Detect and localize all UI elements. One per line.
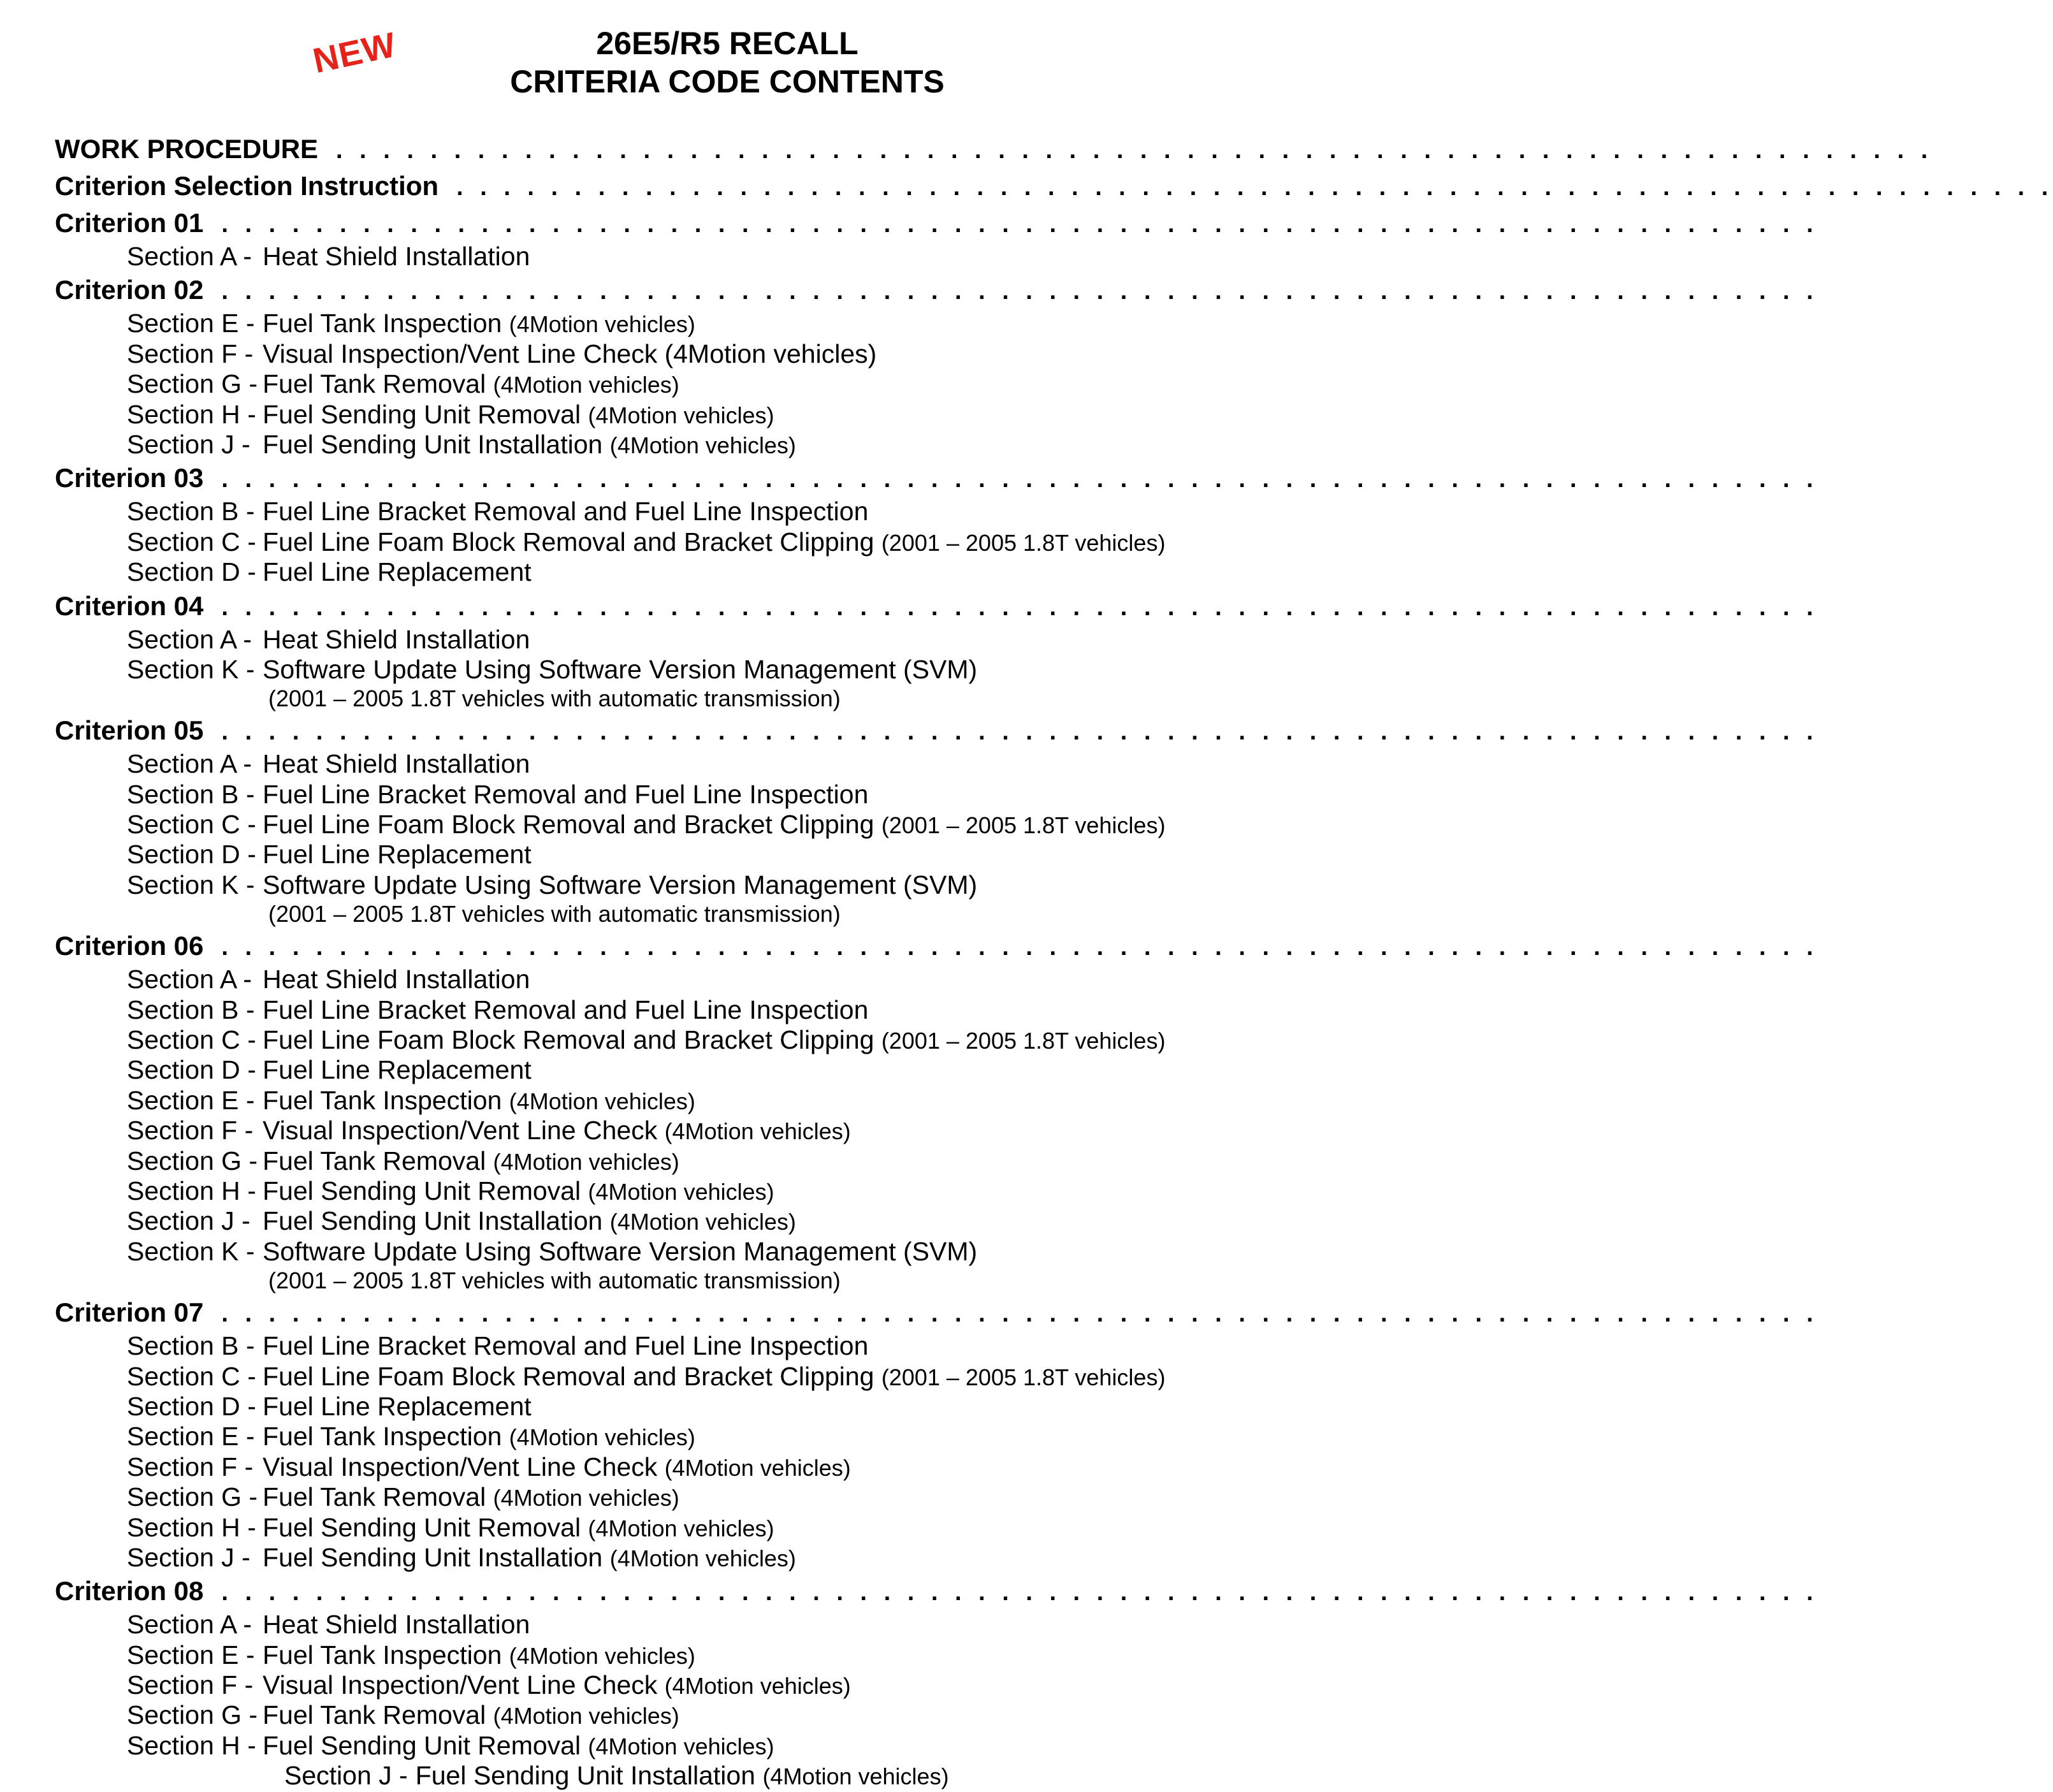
section-id: Section C -	[127, 1361, 256, 1391]
section-id: Section J -	[127, 1542, 250, 1572]
section-entry[interactable]	[55, 1640, 1330, 1670]
section-note: (4Motion vehicles)	[493, 1148, 679, 1175]
section-title: Fuel Tank Inspection	[263, 1640, 502, 1670]
section-entry[interactable]	[55, 1237, 1330, 1267]
section-entry[interactable]	[55, 557, 1330, 587]
section-title: Fuel Line Foam Block Removal and Bracket Clipping	[263, 1025, 874, 1055]
section-entry[interactable]	[55, 655, 1330, 685]
section-id: Section F -	[127, 1670, 254, 1700]
section-entry[interactable]	[55, 780, 1330, 810]
page-header	[0, 24, 1407, 101]
section-entry[interactable]	[55, 1025, 1330, 1055]
section-id: Section C -	[127, 1025, 256, 1055]
section-entry[interactable]	[55, 369, 1330, 399]
section-title: Visual Inspection/Vent Line Check	[263, 1116, 658, 1146]
section-id: Section F -	[127, 339, 254, 368]
section-title: Heat Shield Installation	[263, 965, 530, 994]
section-subnote: (2001 – 2005 1.8T vehicles with automatic transmission)	[268, 901, 841, 928]
section-note: (4Motion vehicles)	[588, 1515, 774, 1541]
section-entry[interactable]	[55, 339, 1330, 369]
section-entry[interactable]	[55, 1331, 1330, 1361]
section-entry[interactable]	[55, 1086, 1330, 1116]
leader-dots: . . . . . . . . . . . . . . . . . . . . . . . . . . . . . . . . . . . . . . . . . . . . . . . . . . . . . . . . . . . . . . . . . . . .	[221, 278, 1818, 305]
section-title: Fuel Sending Unit Installation	[263, 1206, 603, 1236]
section-note: (4Motion vehicles)	[509, 1424, 695, 1451]
section-id: Section G -	[127, 1482, 258, 1512]
section-id: Section G -	[127, 1146, 258, 1176]
section-entry[interactable]	[55, 430, 1330, 460]
section-entry[interactable]	[55, 1610, 1330, 1640]
section-title: Fuel Sending Unit Removal	[263, 1176, 581, 1206]
section-entry[interactable]	[55, 1055, 1330, 1085]
section-id: Section C -	[127, 810, 256, 840]
section-note: (2001 – 2005 1.8T vehicles)	[881, 812, 1166, 839]
section-id: Section G -	[127, 369, 258, 399]
section-entry[interactable]	[55, 1513, 1330, 1543]
section-title: Fuel Line Bracket Removal and Fuel Line Inspection	[263, 994, 869, 1024]
section-title: Fuel Tank Removal	[263, 1146, 486, 1176]
section-title: Fuel Line Foam Block Removal and Bracket Clipping	[263, 527, 874, 557]
section-title: Fuel Tank Inspection	[263, 1422, 502, 1452]
section-note: (4Motion vehicles)	[609, 432, 796, 458]
section-entry[interactable]	[55, 1700, 1330, 1730]
section-id: Section J -	[284, 1761, 408, 1791]
criterion-label: Criterion 04	[55, 590, 204, 621]
section-note: (2001 – 2005 1.8T vehicles)	[881, 1364, 1166, 1390]
toc-entry-criterion[interactable]	[55, 272, 1818, 309]
leader-dots: . . . . . . . . . . . . . . . . . . . . . . . . . . . . . . . . . . . . . . . . . . . . . . . . . . . . . . . . . . . . . . . . . . . .	[221, 211, 1818, 238]
section-title: Fuel Sending Unit Installation	[263, 1542, 603, 1572]
criterion-label: Criterion 02	[55, 275, 204, 305]
section-title: Visual Inspection/Vent Line Check (4Motion vehicles)	[263, 339, 877, 368]
leader-dots: . . . . . . . . . . . . . . . . . . . . . . . . . . . . . . . . . . . . . . . . . . . . . . . . . . . . . . . . . . . . . . . . . . . .	[221, 466, 1818, 493]
section-id: Section E -	[127, 1640, 255, 1670]
section-title: Fuel Line Bracket Removal and Fuel Line Inspection	[263, 779, 869, 809]
section-title: Fuel Tank Inspection	[263, 1085, 502, 1115]
section-note: (4Motion vehicles)	[588, 1178, 774, 1205]
section-entry[interactable]	[55, 1362, 1330, 1392]
criteria-list	[55, 205, 1818, 1791]
leader-dots: . . . . . . . . . . . . . . . . . . . . . . . . . . . . . . . . . . . . . . . . . . . . . . . . . . . . . . . . . . . . . . . . . . . .	[336, 137, 1933, 164]
section-title: Heat Shield Installation	[263, 1610, 530, 1640]
section-note: (4Motion vehicles)	[609, 1209, 796, 1235]
criterion-label: Criterion 01	[55, 208, 204, 238]
toc-entry-criterion[interactable]	[55, 712, 1818, 749]
toc-entry-criterion[interactable]	[55, 205, 1818, 242]
section-title: Fuel Line Bracket Removal and Fuel Line Inspection	[263, 1331, 869, 1361]
section-id: Section J -	[127, 1206, 250, 1236]
section-entry[interactable]	[55, 242, 1330, 272]
section-subnote: (2001 – 2005 1.8T vehicles with automatic transmission)	[268, 685, 841, 712]
section-entry[interactable]	[55, 1176, 1330, 1206]
new-stamp: NEW	[309, 24, 400, 81]
section-note: (4Motion vehicles)	[664, 1118, 851, 1145]
section-id: Section E -	[127, 309, 255, 339]
section-id: Section K -	[127, 1236, 255, 1266]
criterion-label: Criterion 03	[55, 463, 204, 493]
toc-entry-label: Criterion Selection Instruction	[55, 171, 439, 201]
section-title: Fuel Sending Unit Installation	[263, 429, 603, 459]
section-title: Fuel Line Foam Block Removal and Bracket Clipping	[263, 1361, 874, 1391]
section-title: Software Update Using Software Version Management (SVM)	[263, 654, 978, 684]
criterion-label: Criterion 05	[55, 715, 204, 746]
section-title: Fuel Line Replacement	[263, 557, 532, 587]
criterion-label: Criterion 06	[55, 931, 204, 961]
section-title: Visual Inspection/Vent Line Check	[263, 1452, 658, 1482]
section-note: (4Motion vehicles)	[493, 372, 679, 398]
section-id: Section B -	[127, 779, 255, 809]
section-entry[interactable]	[55, 1206, 1330, 1236]
section-id: Section A -	[127, 1610, 252, 1640]
section-id: Section H -	[127, 1176, 256, 1206]
section-id: Section C -	[127, 527, 256, 557]
section-entry[interactable]	[55, 840, 1330, 870]
section-note: (4Motion vehicles)	[588, 402, 774, 428]
section-id: Section B -	[127, 994, 255, 1024]
table-of-contents	[55, 131, 2053, 1791]
section-title: Heat Shield Installation	[263, 749, 530, 779]
section-title: Fuel Tank Removal	[263, 1700, 486, 1730]
section-title: Heat Shield Installation	[263, 624, 530, 654]
title-line-1: 26E5/R5 RECALL	[596, 25, 859, 61]
section-entry[interactable]	[55, 1452, 1330, 1482]
section-note: (2001 – 2005 1.8T vehicles)	[881, 1028, 1166, 1054]
section-entry[interactable]	[55, 1422, 1330, 1452]
leader-dots: . . . . . . . . . . . . . . . . . . . . . . . . . . . . . . . . . . . . . . . . . . . . . . . . . . . . . . . . . . . . . . . . . . . .	[221, 594, 1818, 621]
section-title: Fuel Tank Removal	[263, 369, 486, 399]
section-id: Section B -	[127, 497, 255, 527]
section-id: Section F -	[127, 1116, 254, 1146]
toc-entry-label: WORK PROCEDURE	[55, 134, 319, 164]
section-title: Software Update Using Software Version Management (SVM)	[263, 870, 978, 900]
section-title: Fuel Line Foam Block Removal and Bracket Clipping	[263, 810, 874, 840]
section-title: Fuel Line Replacement	[263, 1391, 532, 1421]
section-title: Heat Shield Installation	[263, 242, 530, 271]
section-title: Fuel Tank Removal	[263, 1482, 486, 1512]
section-id: Section E -	[127, 1422, 255, 1452]
toc-entry-criterion-selection[interactable]	[55, 168, 2053, 205]
section-entry[interactable]	[55, 1543, 1330, 1573]
section-title: Fuel Line Replacement	[263, 1055, 532, 1085]
section-id: Section B -	[127, 1331, 255, 1361]
section-title: Fuel Sending Unit Removal	[263, 1512, 581, 1542]
section-id: Section G -	[127, 1700, 258, 1730]
leader-dots: . . . . . . . . . . . . . . . . . . . . . . . . . . . . . . . . . . . . . . . . . . . . . . . . . . . . . . . . . . . . . . . . . . . .	[221, 1579, 1818, 1606]
section-entry[interactable]	[55, 400, 1330, 430]
section-entry[interactable]	[55, 1482, 1330, 1512]
section-note: (4Motion vehicles)	[493, 1703, 679, 1730]
section-note: (4Motion vehicles)	[609, 1545, 796, 1571]
section-id: Section D -	[127, 1391, 256, 1421]
toc-entry-criterion[interactable]	[55, 928, 1818, 965]
section-note: (4Motion vehicles)	[664, 1673, 851, 1700]
toc-entry-criterion[interactable]	[55, 588, 1818, 625]
leader-dots: . . . . . . . . . . . . . . . . . . . . . . . . . . . . . . . . . . . . . . . . . . . . . . . . . . . . . . . . . . . . . . . . . . . .	[221, 1300, 1818, 1328]
section-entry[interactable]	[55, 309, 1330, 339]
toc-entry-criterion[interactable]	[55, 1573, 1818, 1610]
criterion-label: Criterion 07	[55, 1297, 204, 1328]
section-entry[interactable]	[55, 625, 1330, 655]
section-title: Fuel Sending Unit Installation	[415, 1761, 756, 1791]
section-id: Section A -	[127, 965, 252, 994]
leader-dots: . . . . . . . . . . . . . . . . . . . . . . . . . . . . . . . . . . . . . . . . . . . . . . . . . . . . . . . . . . . . . . . . . . . .	[221, 934, 1818, 961]
section-id: Section A -	[127, 749, 252, 779]
section-note: (4Motion vehicles)	[588, 1733, 774, 1759]
section-entry[interactable]	[55, 497, 1330, 527]
section-entry[interactable]	[55, 965, 1330, 994]
section-id: Section H -	[127, 399, 256, 429]
section-note: (4Motion vehicles)	[509, 1088, 695, 1114]
section-id: Section F -	[127, 1452, 254, 1482]
section-title: Fuel Line Replacement	[263, 840, 532, 870]
section-title: Visual Inspection/Vent Line Check	[263, 1670, 658, 1700]
section-id: Section K -	[127, 654, 255, 684]
section-entry[interactable]	[55, 527, 1330, 557]
section-id: Section A -	[127, 624, 252, 654]
section-title: Fuel Tank Inspection	[263, 309, 502, 339]
section-entry[interactable]	[55, 1146, 1330, 1176]
section-id: Section J -	[127, 429, 250, 459]
section-title: Fuel Line Bracket Removal and Fuel Line Inspection	[263, 497, 869, 527]
title-line-2: CRITERIA CODE CONTENTS	[510, 64, 945, 99]
section-id: Section D -	[127, 840, 256, 870]
section-entry[interactable]	[55, 1731, 1330, 1761]
section-note: (4Motion vehicles)	[493, 1485, 679, 1512]
section-id: Section D -	[127, 557, 256, 587]
section-id: Section K -	[127, 870, 255, 900]
leader-dots: . . . . . . . . . . . . . . . . . . . . . . . . . . . . . . . . . . . . . . . . . . . . . . . . . . . . . . . . . . . . . . . . . . . .	[456, 174, 2053, 201]
section-id: Section E -	[127, 1085, 255, 1115]
section-entry[interactable]	[55, 810, 1330, 840]
section-entry[interactable]	[55, 1392, 1330, 1422]
toc-entry-criterion[interactable]	[55, 460, 1818, 497]
section-note: (4Motion vehicles)	[664, 1454, 851, 1481]
section-entry[interactable]	[55, 870, 1330, 900]
toc-entry-work-procedure[interactable]	[55, 131, 1933, 168]
section-note: (2001 – 2005 1.8T vehicles)	[881, 529, 1166, 556]
section-entry[interactable]	[55, 1116, 1330, 1146]
criterion-label: Criterion 08	[55, 1576, 204, 1606]
section-note: (4Motion vehicles)	[509, 311, 695, 338]
section-entry[interactable]	[55, 749, 1330, 779]
section-id: Section D -	[127, 1055, 256, 1085]
section-entry[interactable]	[55, 1761, 1330, 1791]
section-entry[interactable]	[55, 1670, 1330, 1700]
section-title: Fuel Sending Unit Removal	[263, 399, 581, 429]
section-id: Section H -	[127, 1730, 256, 1760]
section-note: (4Motion vehicles)	[509, 1642, 695, 1669]
section-subnote: (2001 – 2005 1.8T vehicles with automatic transmission)	[268, 1267, 841, 1294]
section-id: Section H -	[127, 1512, 256, 1542]
section-title: Software Update Using Software Version Management (SVM)	[263, 1236, 978, 1266]
section-title: Fuel Sending Unit Removal	[263, 1730, 581, 1760]
section-id: Section A -	[127, 242, 252, 271]
section-entry[interactable]	[55, 995, 1330, 1025]
toc-entry-criterion[interactable]	[55, 1294, 1818, 1331]
section-note: (4Motion vehicles)	[762, 1763, 949, 1790]
leader-dots: . . . . . . . . . . . . . . . . . . . . . . . . . . . . . . . . . . . . . . . . . . . . . . . . . . . . . . . . . . . . . . . . . . . .	[221, 718, 1818, 746]
